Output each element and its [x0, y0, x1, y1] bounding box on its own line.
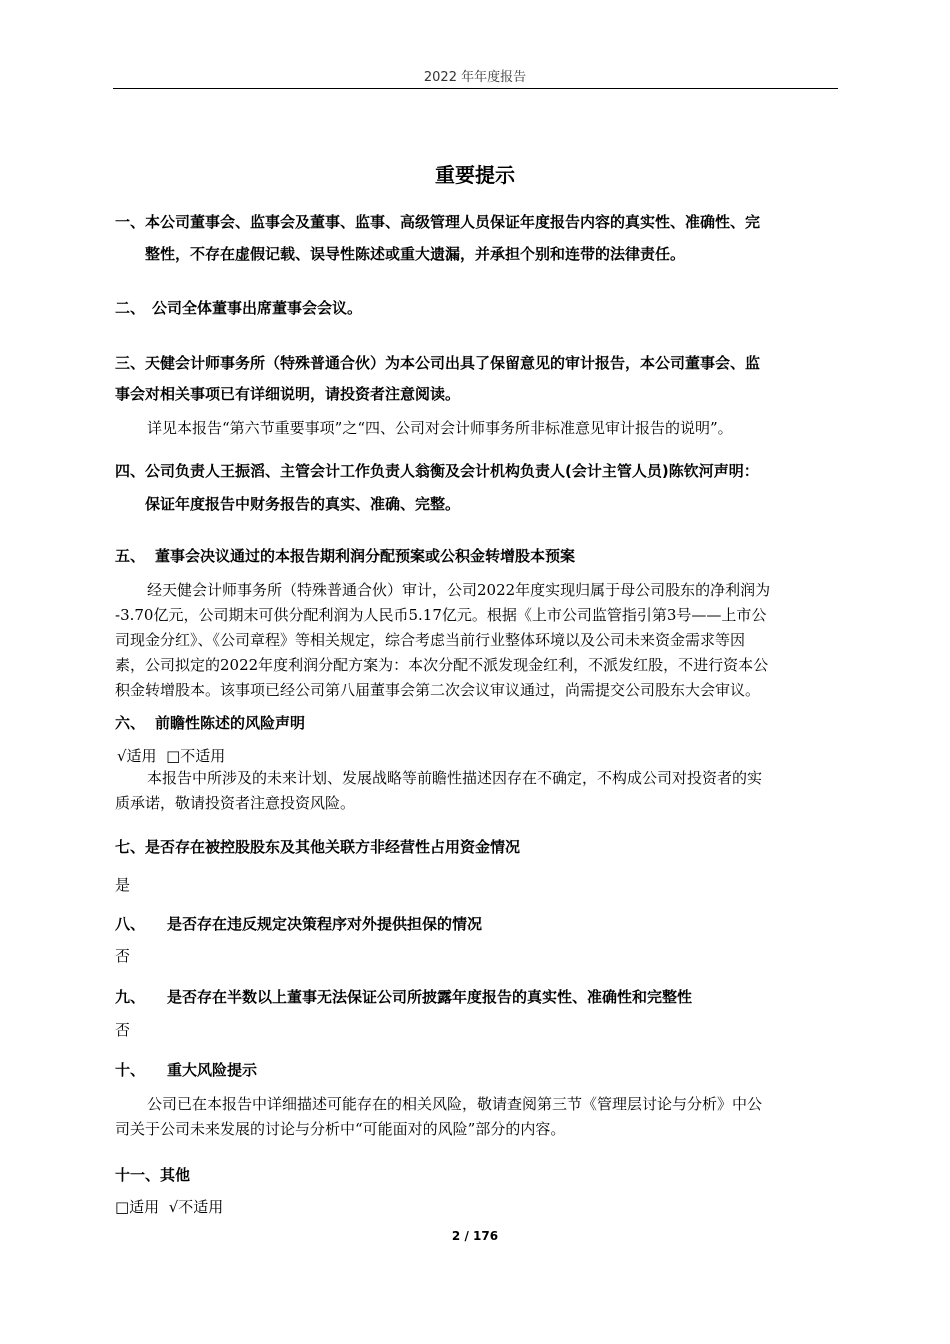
section-11-number: 十一、	[115, 1166, 161, 1184]
section-2-number: 二、	[115, 299, 146, 317]
section-6-heading	[115, 713, 305, 733]
section-6-line-1: 本报告中所涉及的未来计划、发展战略等前瞻性描述因存在不确定，不构成公司对投资者的实	[147, 769, 763, 787]
running-header: 2022 年年度报告	[423, 70, 527, 85]
section-7-answer: 是	[115, 876, 131, 894]
section-8-heading-text: 是否存在违反规定决策程序对外提供担保的情况	[167, 915, 483, 933]
section-8-heading	[115, 914, 482, 934]
section-4-text-1: 公司负责人王振滔、主管会计工作负责人翁衡及会计机构负责人(会计主管人员)陈钦河声明：	[145, 462, 759, 480]
section-3-number: 三、	[115, 354, 146, 372]
section-9-heading	[115, 987, 692, 1007]
section-7-heading-text: 是否存在被控股股东及其他关联方非经营性占用资金情况	[145, 838, 521, 856]
section-7-number: 七、	[115, 838, 146, 856]
section-4-number: 四、	[115, 462, 146, 480]
section-10-heading-text: 重大风险提示	[167, 1061, 258, 1079]
section-6-number: 六、	[115, 714, 146, 732]
section-1-number: 一、	[115, 213, 146, 231]
section-6-applicability-options: √适用 □不适用	[117, 747, 226, 765]
section-5-heading	[115, 546, 575, 566]
section-3-line-1	[115, 353, 760, 373]
section-10-line-1: 公司已在本报告中详细描述可能存在的相关风险，敬请查阅第三节《管理层讨论与分析》中公	[147, 1095, 763, 1113]
section-1-line-1	[115, 212, 760, 232]
section-5-line-5: 积金转增股本。该事项已经公司第八届董事会第二次会议审议通过，尚需提交公司股东大会审议。	[115, 681, 761, 699]
section-6-heading-text: 前瞻性陈述的风险声明	[155, 714, 306, 732]
header-rule	[113, 88, 838, 89]
section-9-number: 九、	[115, 988, 146, 1006]
section-2	[115, 298, 362, 318]
section-11-applicability-options: □适用 √不适用	[115, 1198, 224, 1216]
section-5-line-1: 经天健会计师事务所（特殊普通合伙）审计，公司2022年度实现归属于母公司股东的净利润为	[147, 581, 771, 599]
section-9-heading-text: 是否存在半数以上董事无法保证公司所披露年度报告的真实性、准确性和完整性	[167, 988, 693, 1006]
section-10-heading	[115, 1060, 257, 1080]
section-10-number: 十、	[115, 1061, 146, 1079]
section-5-line-2: -3.70亿元，公司期末可供分配利润为人民币5.17亿元。根据《上市公司监管指引第3号——上市公	[115, 606, 767, 624]
section-3-text-1: 天健会计师事务所（特殊普通合伙）为本公司出具了保留意见的审计报告，本公司董事会、监	[145, 354, 761, 372]
section-3-line-2: 事会对相关事项已有详细说明，请投资者注意阅读。	[115, 385, 461, 403]
section-9-answer: 否	[115, 1021, 131, 1039]
section-2-text: 公司全体董事出席董事会会议。	[152, 299, 363, 317]
section-11-heading	[115, 1165, 190, 1185]
section-4-line-1	[115, 461, 759, 481]
section-1-text-1: 本公司董事会、监事会及董事、监事、高级管理人员保证年度报告内容的真实性、准确性、完	[145, 213, 761, 231]
section-5-number: 五、	[115, 547, 146, 565]
section-5-heading-text: 董事会决议通过的本报告期利润分配预案或公积金转增股本预案	[155, 547, 576, 565]
section-10-line-2: 司关于公司未来发展的讨论与分析中“可能面对的风险”部分的内容。	[115, 1120, 566, 1138]
section-7-heading	[115, 837, 520, 857]
section-4-line-2: 保证年度报告中财务报告的真实、准确、完整。	[145, 495, 461, 513]
section-3-note: 详见本报告“第六节重要事项”之“四、公司对会计师事务所非标准意见审计报告的说明”。	[147, 419, 733, 437]
section-5-line-3: 司现金分红》、《公司章程》等相关规定，综合考虑当前行业整体环境以及公司未来资金需求等因	[115, 631, 746, 649]
section-11-heading-text: 其他	[160, 1166, 191, 1184]
section-6-line-2: 质承诺，敬请投资者注意投资风险。	[115, 794, 356, 812]
page-title: 重要提示	[435, 163, 515, 187]
section-5-line-4: 素，公司拟定的2022年度利润分配方案为：本次分配不派发现金红利，不派发红股，不进行资本公	[115, 656, 769, 674]
section-8-number: 八、	[115, 915, 146, 933]
page-number: 2 / 176	[451, 1229, 499, 1243]
section-8-answer: 否	[115, 947, 131, 965]
section-1-line-2: 整性，不存在虚假记载、误导性陈述或重大遗漏，并承担个别和连带的法律责任。	[145, 245, 686, 263]
